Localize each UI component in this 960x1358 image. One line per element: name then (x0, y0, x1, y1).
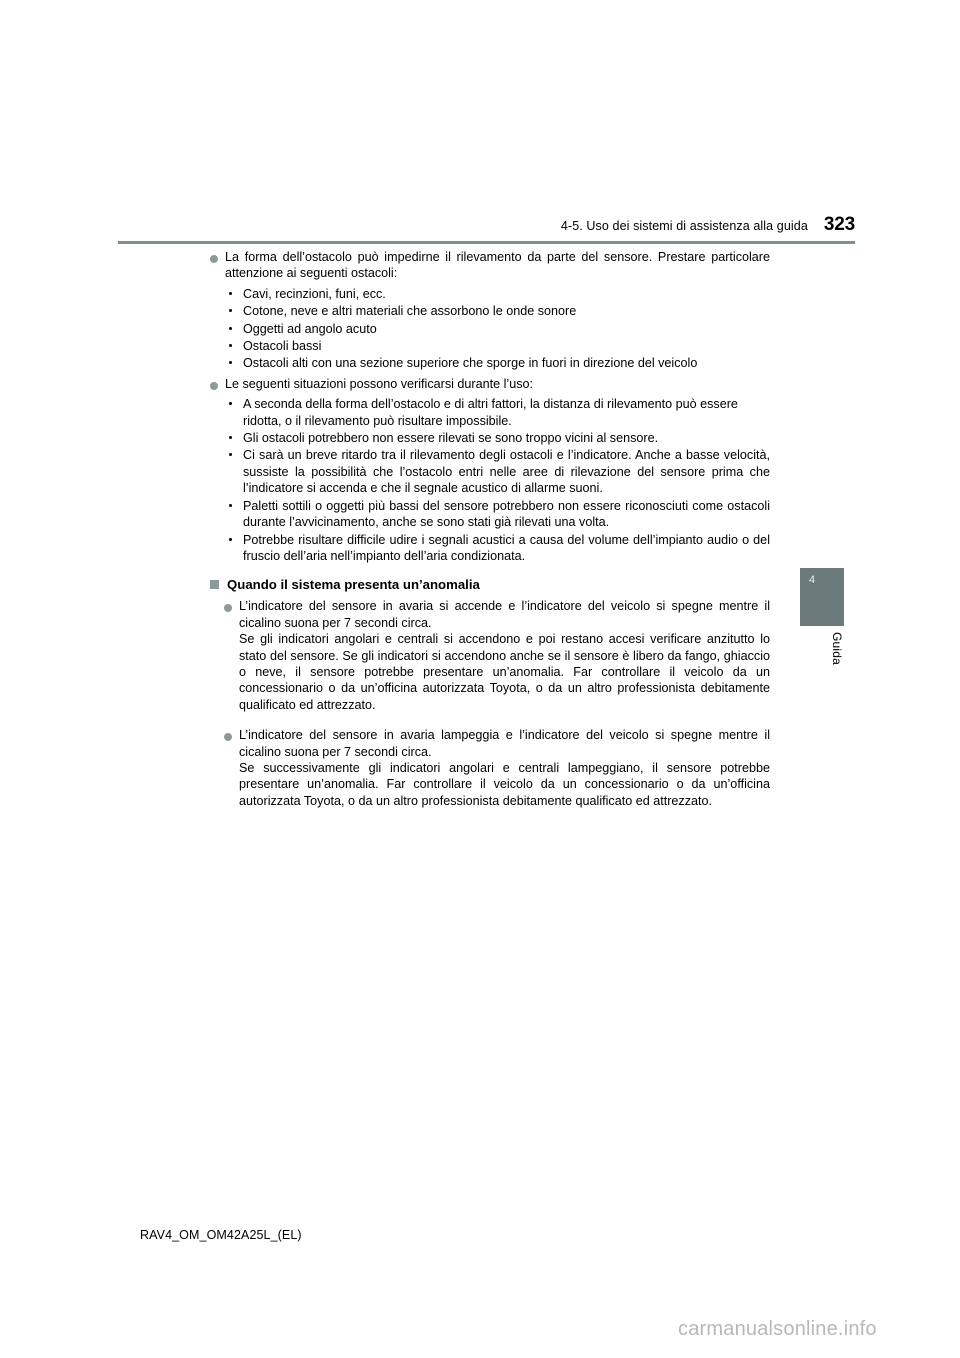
page-header (118, 214, 855, 236)
anomaly-block (239, 598, 770, 713)
list-item-text: Ci sarà un breve ritardo tra il rilevamento degli ostacoli e l’indicatore. Anche a basse velocità, sussiste la possibilità che l’ostacolo entri nelle aree di rilevazione del sensore prima che l’indicatore si accenda e che il segnale acustico di allarme suoni. (243, 448, 770, 496)
dot-bullet-icon (229, 504, 232, 507)
bullet-text: La forma dell’ostacolo può impedirne il rilevamento da parte del sensore. Prestare particolare attenzione ai seguenti ostacoli: (225, 250, 770, 281)
disc-bullet-icon (224, 733, 232, 741)
list-item-text: Ostacoli alti con una sezione superiore che sporge in fuori in direzione del veicolo (243, 356, 698, 371)
anomaly-heading-text: Quando il sistema presenta un’anomalia (227, 577, 480, 593)
list-item (225, 303, 770, 319)
disc-bullet-icon (210, 255, 218, 263)
list-item (225, 338, 770, 354)
chapter-tab (800, 568, 844, 626)
list-item-text: Potrebbe risultare difficile udire i segnali acustici a causa del volume dell’impianto audio o del fruscio dell’aria nell’impianto dell’aria condizionata. (243, 532, 770, 563)
page-number: 323 (823, 214, 855, 235)
sub-list (225, 396, 770, 564)
list-item (225, 447, 770, 496)
list-item (225, 396, 770, 429)
bullet-text: Le seguenti situazioni possono verificarsi durante l’uso: (225, 376, 534, 391)
list-item-text: Gli ostacoli potrebbero non essere rilevati se sono troppo vicini al sensore. (243, 431, 659, 446)
page-content (210, 249, 770, 811)
section-title: 4-5. Uso dei sistemi di assistenza alla guida (560, 219, 808, 233)
bullet-item (224, 727, 770, 809)
header-divider (118, 241, 855, 244)
anomaly-lead-text: L’indicatore del sensore in avaria lampeggia e l’indicatore del veicolo si spegne mentre il cicalino suona per 7 secondi circa. (239, 728, 770, 759)
dot-bullet-icon (229, 436, 232, 439)
dot-bullet-icon (229, 344, 232, 347)
dot-bullet-icon (229, 538, 232, 541)
dot-bullet-icon (229, 309, 232, 312)
anomaly-body-text: Se gli indicatori angolari e centrali si accendono e poi restano accesi verificare anzitutto lo stato del sensore. Se gli indicatori si accendono anche se il sensore è libero da fango, ghiaccio o neve, il sensore potrebbe presentare un’anomalia. Far controllare il veicolo da un concessionario o da un’officina autorizzata Toyota, o da un altro professionista debitamente qualificato ed attrezzato. (239, 632, 770, 712)
bullet-item (224, 598, 770, 713)
dot-bullet-icon (229, 402, 232, 405)
disc-bullet-icon (210, 382, 218, 390)
list-item-text: A seconda della forma dell’ostacolo e di altri fattori, la distanza di rilevamento può essere ridotta, o il rilevamento può risultare impossibile. (243, 397, 738, 428)
list-item-text: Ostacoli bassi (243, 339, 322, 354)
anomaly-heading (210, 576, 770, 593)
bullet-item (210, 376, 770, 564)
list-item (225, 498, 770, 531)
dot-bullet-icon (229, 453, 232, 456)
document-code: RAV4_OM_OM42A25L_(EL) (140, 1228, 302, 1242)
list-item-text: Paletti sottili o oggetti più bassi del sensore potrebbero non essere riconosciuti come ostacoli durante l’avvicinamento, anche se sono stati già rilevati una volta. (243, 498, 770, 530)
list-item (225, 430, 770, 446)
chapter-label: Guida (830, 632, 844, 666)
list-item-text: Oggetti ad angolo acuto (243, 321, 377, 336)
disc-bullet-icon (224, 604, 232, 612)
dot-bullet-icon (229, 292, 232, 295)
list-item (225, 355, 770, 371)
dot-bullet-icon (229, 327, 232, 330)
chapter-number: 4 (809, 574, 816, 586)
sub-list (225, 286, 770, 372)
list-item-text: Cavi, recinzioni, funi, ecc. (243, 286, 386, 301)
watermark: carmanualsonline.info (678, 1318, 877, 1340)
bullet-item (210, 249, 770, 372)
anomaly-body-text: Se successivamente gli indicatori angolari e centrali lampeggiano, il sensore potrebbe presentare un’anomalia. Far controllare il veicolo da un concessionario o da un’officina autorizzata Toyota, o da un altro professionista debitamente qualificato ed attrezzato. (239, 760, 770, 808)
anomaly-block (239, 727, 770, 809)
anomaly-section (224, 598, 770, 809)
list-item (225, 286, 770, 302)
dot-bullet-icon (229, 361, 232, 364)
square-bullet-icon (210, 580, 219, 589)
list-item (225, 532, 770, 565)
anomaly-lead-text: L’indicatore del sensore in avaria si accende e l’indicatore del veicolo si spegne mentre il cicalino suona per 7 secondi circa. (239, 599, 770, 630)
spacer (224, 715, 770, 727)
list-item-text: Cotone, neve e altri materiali che assorbono le onde sonore (243, 304, 577, 319)
list-item (225, 321, 770, 337)
